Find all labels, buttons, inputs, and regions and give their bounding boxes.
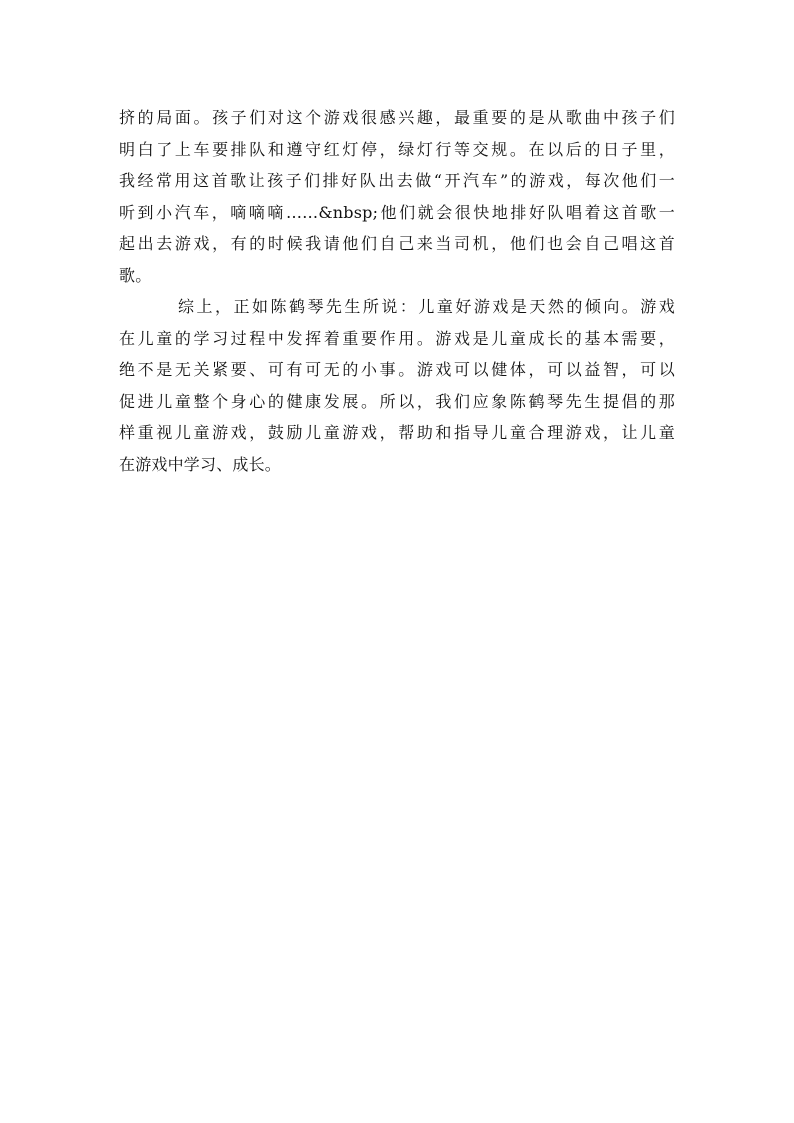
text-line: 在儿童的学习过程中发挥着重要作用。游戏是儿童成长的基本需要， (119, 328, 675, 348)
document-body (119, 102, 675, 480)
paragraph-2 (119, 291, 675, 480)
text-line: 促进儿童整个身心的健康发展。所以，我们应象陈鹤琴先生提倡的那 (119, 391, 675, 411)
text-line: 明白了上车要排队和遵守红灯停，绿灯行等交规。在以后的日子里， (119, 139, 675, 159)
text-line: 样重视儿童游戏，鼓励儿童游戏，帮助和指导儿童合理游戏，让儿童 (119, 423, 675, 442)
text-line: 我经常用这首歌让孩子们排好队出去做“开汽车”的游戏，每次他们一 (119, 171, 675, 190)
text-line: 听到小汽车，嘀嘀嘀……&nbsp;他们就会很快地排好队唱着这首歌一 (119, 202, 675, 222)
text-line: 综上，正如陈鹤琴先生所说：儿童好游戏是天然的倾向。游戏 (178, 297, 675, 316)
text-line: 歌。 (119, 265, 152, 285)
text-line: 挤的局面。孩子们对这个游戏很感兴趣，最重要的是从歌曲中孩子们 (119, 108, 675, 127)
text-line: 在游戏中学习、成长。 (119, 454, 282, 474)
paragraph-1 (119, 102, 675, 291)
text-line: 起出去游戏，有的时候我请他们自己来当司机，他们也会自己唱这首 (119, 234, 675, 253)
text-line: 绝不是无关紧要、可有可无的小事。游戏可以健体，可以益智，可以 (119, 360, 675, 379)
